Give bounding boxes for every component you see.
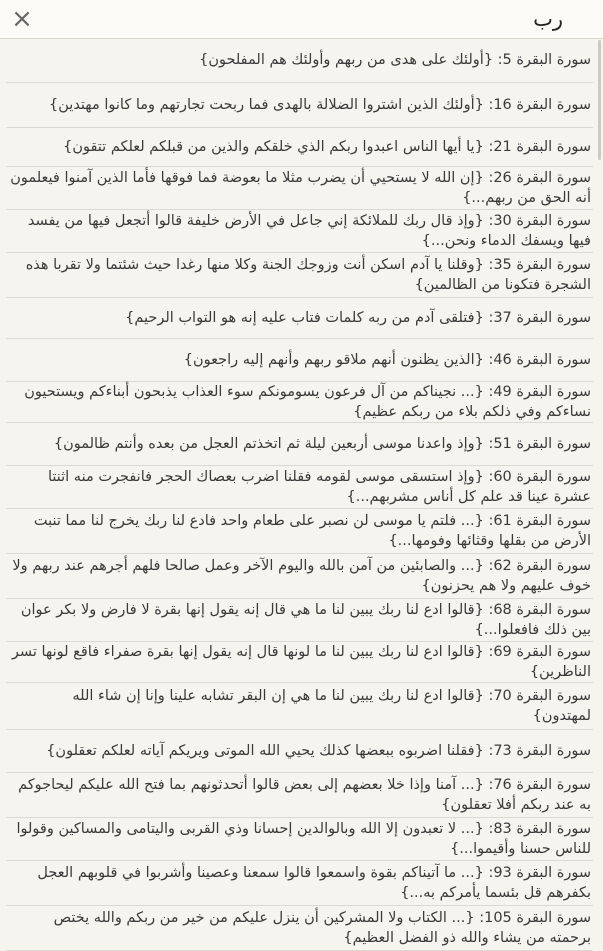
verse-reference: سورة البقرة 5: bbox=[497, 52, 591, 68]
verse-text: {... فلتم يا موسى لن نصبر على طعام واحد فادع لنا ربك يخرج لنا مما تنبت الأرض من بقلها وقثائها وفومها...} bbox=[33, 513, 591, 549]
result-item[interactable] bbox=[6, 128, 593, 167]
result-text bbox=[6, 741, 593, 761]
verse-reference: سورة البقرة 26: bbox=[488, 170, 591, 186]
result-item[interactable] bbox=[6, 818, 593, 861]
result-text bbox=[6, 556, 593, 596]
result-item[interactable] bbox=[6, 466, 593, 509]
verse-text: {... الكتاب ولا المشركين أن ينزل عليكم من خير من ربكم والله يختص برحمته من يشاء والله ذو الفضل العظيم} bbox=[53, 910, 591, 946]
result-item[interactable] bbox=[6, 642, 593, 683]
result-text bbox=[6, 137, 593, 157]
verse-reference: سورة البقرة 46: bbox=[488, 352, 591, 368]
result-item[interactable] bbox=[6, 83, 593, 128]
result-item[interactable] bbox=[6, 167, 593, 210]
verse-text: {... آمنا وإذا خلا بعضهم إلى بعض قالوا أتحدثونهم بما فتح الله عليكم ليحاجوكم به عند ربكم أفلا تعقلون} bbox=[18, 777, 591, 813]
result-text bbox=[6, 775, 593, 815]
result-text bbox=[6, 642, 593, 682]
result-text bbox=[6, 50, 593, 70]
result-text bbox=[6, 686, 593, 726]
result-item[interactable] bbox=[6, 382, 593, 423]
result-text bbox=[6, 95, 593, 115]
verse-reference: سورة البقرة 35: bbox=[488, 257, 591, 273]
result-text bbox=[6, 434, 593, 454]
result-text bbox=[6, 350, 593, 370]
verse-text: {قالوا ادع لنا ربك يبين لنا ما لونها قال إنه يقول إنها بقرة صفراء فاقع لونها تسر الناظرين} bbox=[11, 644, 591, 680]
verse-reference: سورة البقرة 30: bbox=[488, 213, 591, 229]
result-text bbox=[6, 255, 593, 295]
result-item[interactable] bbox=[6, 773, 593, 818]
verse-reference: سورة البقرة 76: bbox=[488, 777, 591, 793]
result-item[interactable] bbox=[6, 554, 593, 599]
verse-text: {وإذ قال ربك للملائكة إني جاعل في الأرض خليفة قالوا أتجعل فيها من يفسد فيها ويسفك الدماء ونحن...} bbox=[27, 213, 591, 249]
search-query[interactable]: رب bbox=[533, 7, 563, 31]
verse-text: {... والصابئين من آمن بالله واليوم الآخر وعمل صالحا فلهم أجرهم عند ربهم ولا خوف عليهم ولا هم يحزنون} bbox=[12, 558, 591, 594]
result-item[interactable] bbox=[6, 38, 593, 83]
close-icon[interactable]: × bbox=[11, 4, 33, 34]
result-item[interactable] bbox=[6, 298, 593, 339]
verse-reference: سورة البقرة 70: bbox=[488, 688, 591, 704]
verse-reference: سورة البقرة 69: bbox=[488, 644, 591, 660]
result-text bbox=[6, 467, 593, 507]
verse-reference: سورة البقرة 37: bbox=[488, 310, 591, 326]
verse-reference: سورة البقرة 21: bbox=[488, 139, 591, 155]
verse-text: {قالوا ادع لنا ربك يبين لنا ما هي إن البقر تشابه علينا وإنا إن شاء الله لمهتدون} bbox=[72, 688, 591, 724]
verse-reference: سورة البقرة 60: bbox=[488, 469, 591, 485]
verse-reference: سورة البقرة 62: bbox=[488, 558, 591, 574]
verse-reference: سورة البقرة 51: bbox=[488, 436, 591, 452]
verse-reference: سورة البقرة 93: bbox=[488, 865, 591, 881]
result-item[interactable] bbox=[6, 423, 593, 466]
result-item[interactable] bbox=[6, 599, 593, 642]
verse-reference: سورة البقرة 83: bbox=[488, 821, 591, 837]
result-item[interactable] bbox=[6, 861, 593, 906]
result-text bbox=[6, 908, 593, 948]
result-text bbox=[6, 511, 593, 551]
verse-reference: سورة البقرة 49: bbox=[488, 384, 591, 400]
verse-text: {أولئك الذين اشتروا الضلالة بالهدى فما ربحت تجارتهم وما كانوا مهتدين} bbox=[49, 97, 484, 113]
result-item[interactable] bbox=[6, 210, 593, 253]
results-list[interactable] bbox=[0, 38, 603, 946]
result-text bbox=[6, 308, 593, 328]
result-text bbox=[6, 382, 593, 422]
verse-reference: سورة البقرة 68: bbox=[488, 602, 591, 618]
verse-text: {فقلنا اضربوه ببعضها كذلك يحيي الله الموتى ويريكم آياته لعلكم تعقلون} bbox=[46, 743, 484, 759]
verse-text: {فتلقى آدم من ربه كلمات فتاب عليه إنه هو التواب الرحيم} bbox=[125, 310, 484, 326]
search-bar bbox=[0, 0, 603, 39]
verse-text: {وإذ واعدنا موسى أربعين ليلة ثم اتخذتم العجل من بعده وأنتم ظالمون} bbox=[53, 436, 484, 452]
verse-text: {وإذ استسقى موسى لقومه فقلنا اضرب بعصاك الحجر فانفجرت منه اثنتا عشرة عينا قد علم كل أناس مشربهم...} bbox=[47, 469, 591, 505]
result-text bbox=[6, 863, 593, 903]
result-item[interactable] bbox=[6, 730, 593, 773]
verse-reference: سورة البقرة 105: bbox=[479, 910, 591, 926]
verse-text: {وقلنا يا آدم اسكن أنت وزوجك الجنة وكلا منها رغدا حيث شئتما ولا تقربا هذه الشجرة فتكونا من الظالمين} bbox=[25, 257, 591, 293]
result-item[interactable] bbox=[6, 253, 593, 298]
result-item[interactable] bbox=[6, 683, 593, 730]
verse-text: {يا أيها الناس اعبدوا ربكم الذي خلقكم والذين من قبلكم لعلكم تتقون} bbox=[63, 139, 484, 155]
verse-text: {قالوا ادع لنا ربك يبين لنا ما هي قال إنه يقول إنها بقرة لا فارض ولا بكر عوان بين ذلك فافعلوا...} bbox=[20, 602, 591, 638]
verse-text: {أولئك على هدى من ربهم وأولئك هم المفلحون} bbox=[199, 52, 494, 68]
scrollbar[interactable] bbox=[598, 40, 601, 160]
result-text bbox=[6, 600, 593, 640]
result-text bbox=[6, 211, 593, 251]
result-text bbox=[6, 819, 593, 859]
verse-text: {الذين يظنون أنهم ملاقو ربهم وأنهم إليه راجعون} bbox=[183, 352, 484, 368]
result-item[interactable] bbox=[6, 339, 593, 382]
result-item[interactable] bbox=[6, 906, 593, 951]
result-item[interactable] bbox=[6, 509, 593, 554]
verse-text: {... ما آتيناكم بقوة واسمعوا قالوا سمعنا وعصينا وأشربوا في قلوبهم العجل بكفرهم قل بئسما يأمركم به...} bbox=[37, 865, 591, 901]
verse-text: {... لا تعبدون إلا الله وبالوالدين إحسانا وذي القربى واليتامى والمساكين وقولوا للناس حسنا وأقيموا...} bbox=[16, 821, 591, 857]
verse-text: {إن الله لا يستحيي أن يضرب مثلا ما بعوضة فما فوقها فأما الذين آمنوا فيعلمون أنه الحق من ربهم...} bbox=[10, 170, 591, 206]
verse-reference: سورة البقرة 73: bbox=[488, 743, 591, 759]
verse-reference: سورة البقرة 61: bbox=[488, 513, 591, 529]
verse-reference: سورة البقرة 16: bbox=[488, 97, 591, 113]
verse-text: {... نجيناكم من آل فرعون يسومونكم سوء العذاب يذبحون أبناءكم ويستحيون نساءكم وفي ذلكم بلاء من ربكم عظيم} bbox=[24, 384, 591, 420]
result-text bbox=[6, 168, 593, 208]
